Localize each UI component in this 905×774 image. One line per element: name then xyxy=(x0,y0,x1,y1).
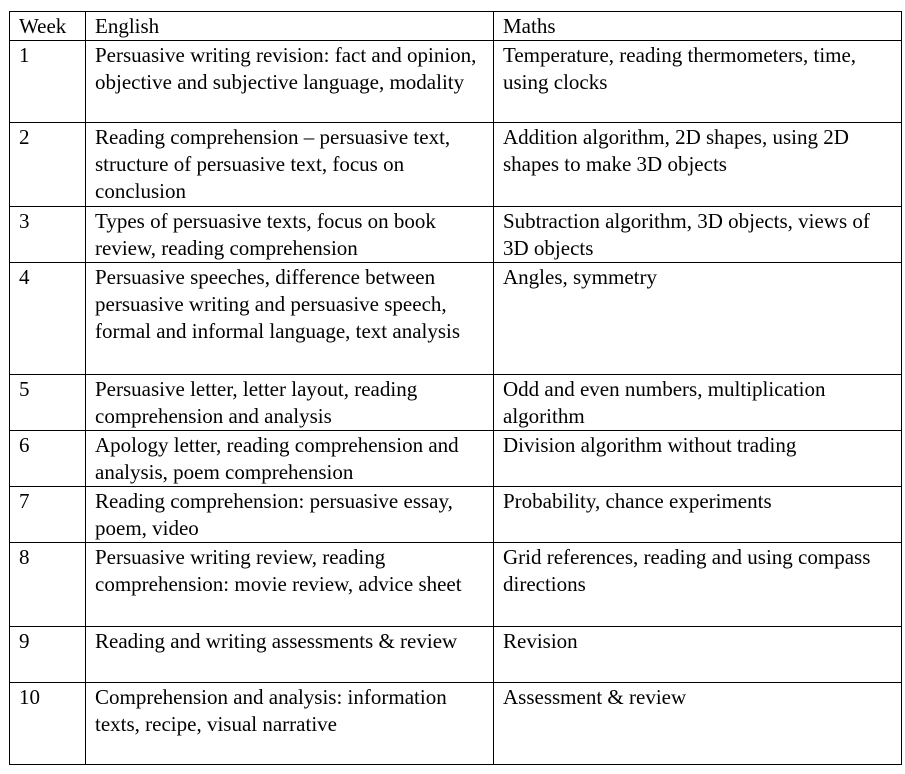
table-row xyxy=(10,627,902,683)
table-row xyxy=(10,263,902,375)
week-cell: 2 xyxy=(10,123,86,207)
table-row xyxy=(10,683,902,765)
header-english: English xyxy=(86,12,494,41)
curriculum-table xyxy=(9,11,902,765)
week-cell: 6 xyxy=(10,431,86,487)
english-cell: Reading comprehension: persuasive essay, poem, video xyxy=(86,487,494,543)
week-cell: 5 xyxy=(10,375,86,431)
week-cell: 3 xyxy=(10,207,86,263)
table-row xyxy=(10,543,902,627)
english-cell: Persuasive writing review, reading comprehension: movie review, advice sheet xyxy=(86,543,494,627)
english-cell: Persuasive speeches, difference between persuasive writing and persuasive speech, formal and informal language, text analysis xyxy=(86,263,494,375)
table-row xyxy=(10,123,902,207)
english-cell: Persuasive writing revision: fact and opinion, objective and subjective language, modality xyxy=(86,41,494,123)
maths-cell: Division algorithm without trading xyxy=(494,431,902,487)
table-row xyxy=(10,487,902,543)
week-cell: 10 xyxy=(10,683,86,765)
english-cell: Types of persuasive texts, focus on book review, reading comprehension xyxy=(86,207,494,263)
week-cell: 7 xyxy=(10,487,86,543)
maths-cell: Addition algorithm, 2D shapes, using 2D shapes to make 3D objects xyxy=(494,123,902,207)
table-row xyxy=(10,431,902,487)
header-week: Week xyxy=(10,12,86,41)
english-cell: Reading comprehension – persuasive text, structure of persuasive text, focus on conclusion xyxy=(86,123,494,207)
week-cell: 4 xyxy=(10,263,86,375)
maths-cell: Odd and even numbers, multiplication algorithm xyxy=(494,375,902,431)
english-cell: Apology letter, reading comprehension and analysis, poem comprehension xyxy=(86,431,494,487)
english-cell: Persuasive letter, letter layout, reading comprehension and analysis xyxy=(86,375,494,431)
week-cell: 1 xyxy=(10,41,86,123)
header-row xyxy=(10,12,902,41)
maths-cell: Assessment & review xyxy=(494,683,902,765)
week-cell: 8 xyxy=(10,543,86,627)
table-row xyxy=(10,375,902,431)
maths-cell: Probability, chance experiments xyxy=(494,487,902,543)
maths-cell: Subtraction algorithm, 3D objects, views of 3D objects xyxy=(494,207,902,263)
maths-cell: Temperature, reading thermometers, time, using clocks xyxy=(494,41,902,123)
maths-cell: Revision xyxy=(494,627,902,683)
english-cell: Reading and writing assessments & review xyxy=(86,627,494,683)
maths-cell: Grid references, reading and using compass directions xyxy=(494,543,902,627)
week-cell: 9 xyxy=(10,627,86,683)
english-cell: Comprehension and analysis: information texts, recipe, visual narrative xyxy=(86,683,494,765)
table-row xyxy=(10,207,902,263)
header-maths: Maths xyxy=(494,12,902,41)
maths-cell: Angles, symmetry xyxy=(494,263,902,375)
table-row xyxy=(10,41,902,123)
